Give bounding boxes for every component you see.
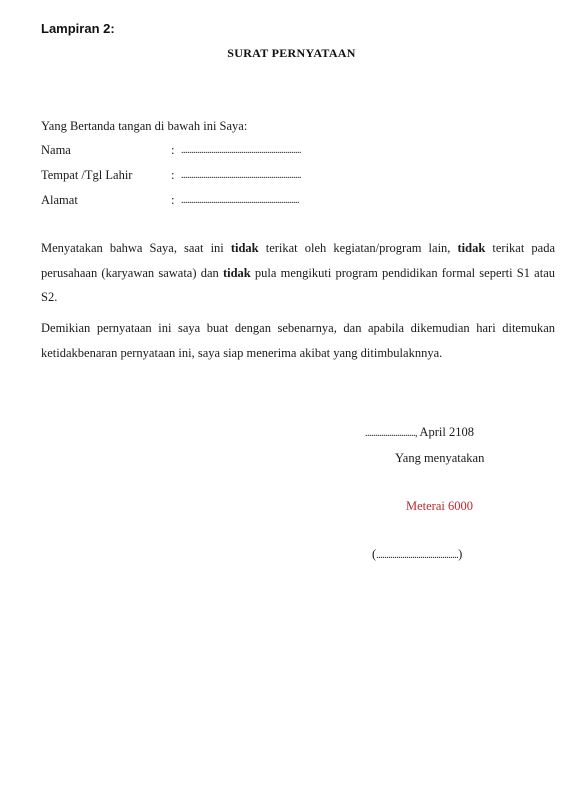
document-title: SURAT PERNYATAAN [227,46,356,60]
statement-text: terikat pada perusahaan (karyawan sawata) dan [41,241,555,280]
field-label: Nama [41,143,71,157]
field-blank: ............................................................ [181,170,301,181]
field-blank: ........................................................... [181,195,299,206]
date-blank: ........................., [365,428,417,439]
emphasis-tidak: tidak [222,265,251,280]
intro-text: Yang Bertanda tangan di bawah ini Saya: [41,119,248,133]
statement-paragraph-2: Demikian pernyataan ini saya buat dengan sebenarnya, dan apabila dikemudian hari ditemukan ketidakbenaran pernyataan ini, saya siap menerima akibat yang ditimbulaknnya. [41,321,555,360]
field-colon: : [171,193,175,207]
signer-label: Yang menyatakan [395,451,485,465]
name-blank: ......................................... [376,550,459,561]
statement-text: Menyatakan bahwa Saya, saat ini [41,241,231,255]
field-colon: : [171,143,175,157]
attachment-label: Lampiran 2: [41,21,115,36]
statement-paragraph-1 [41,236,555,310]
signer-name-line [372,547,462,562]
emphasis-tidak: tidak [457,241,486,255]
field-label: Alamat [41,193,78,207]
statement-text: pula mengikuti program pendidikan formal seperti S1 atau S2. [41,265,555,304]
field-blank: ............................................................ [181,145,301,156]
signature-date [365,425,474,440]
statement-text: terikat oleh kegiatan/program lain, [258,241,458,255]
paren-open: ( [372,547,377,561]
paren-close: ) [458,547,463,561]
stamp-label: Meterai 6000 [406,499,473,513]
field-label: Tempat /Tgl Lahir [41,168,133,182]
field-colon: : [171,168,175,182]
date-text: April 2108 [417,425,474,439]
emphasis-tidak: tidak [230,241,259,255]
